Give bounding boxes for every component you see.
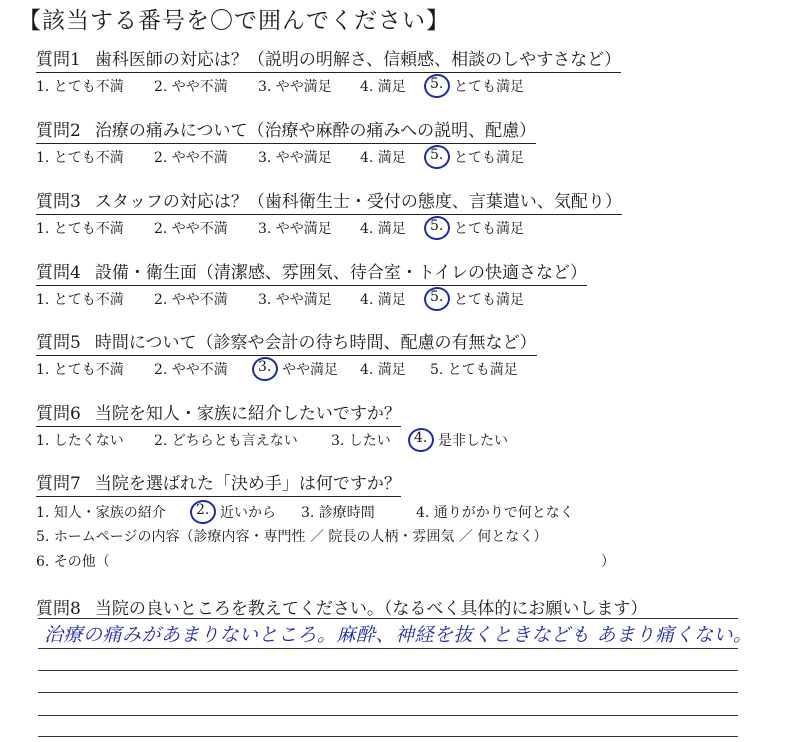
answer-rule-line <box>38 670 738 671</box>
question-text: 当院を知人・家族に紹介したいですか？ <box>94 404 401 424</box>
option-4[interactable]: 4. 通りがかりで何となく <box>416 505 574 521</box>
option-5[interactable] <box>430 218 443 234</box>
option-3[interactable] <box>258 359 271 375</box>
option-2[interactable]: 2. やや不満 <box>154 221 228 237</box>
question-text: 歯科医師の対応は？（説明の明解さ、信頼感、相談のしやすさなど） <box>94 50 622 70</box>
option-3[interactable]: 3. やや満足 <box>258 292 332 308</box>
question-7-heading <box>36 474 401 497</box>
question-text: スタッフの対応は？（歯科衛生士・受付の態度、言葉遣い、気配り） <box>94 192 622 212</box>
question-number: 質問1 <box>36 50 81 70</box>
option-2[interactable] <box>196 502 209 518</box>
question-1-heading <box>36 50 621 73</box>
option-4[interactable]: 4. 満足 <box>360 221 406 237</box>
answer-rule-line <box>38 618 738 619</box>
option-2-label: 近いから <box>220 505 276 521</box>
option-4[interactable] <box>414 430 427 446</box>
option-1[interactable]: 1. 知人・家族の紹介 <box>36 505 166 521</box>
option-4[interactable]: 4. 満足 <box>360 79 406 95</box>
q7-option-5[interactable]: 5. ホームページの内容（診療内容・専門性 ／ 院長の人柄・雰囲気 ／ 何となく） <box>36 529 548 545</box>
option-1[interactable]: 1. とても不満 <box>36 79 124 95</box>
option-2-number: 2. <box>196 502 210 518</box>
question-4-heading <box>36 263 587 286</box>
option-3-number: 3. <box>258 359 272 375</box>
selected-circle-mark <box>250 355 279 382</box>
option-6-label[interactable]: 6. その他（ <box>36 554 110 570</box>
question-text: 当院の良いところを教えてください。（なるべく具体的にお願いします） <box>94 599 648 619</box>
selected-circle-mark <box>422 72 451 99</box>
option-1[interactable]: 1. とても不満 <box>36 221 124 237</box>
options-row <box>36 430 508 450</box>
option-3[interactable]: 3. やや満足 <box>258 79 332 95</box>
option-2[interactable]: 2. やや不満 <box>154 150 228 166</box>
option-5[interactable] <box>430 76 443 92</box>
question-number: 質問6 <box>36 404 81 424</box>
option-4[interactable]: 4. 満足 <box>360 362 406 378</box>
question-6 <box>36 404 508 450</box>
handwritten-answer[interactable]: 治療の痛みがあまりないところ。麻酔、神経を抜くときなども あまり痛くない。 <box>44 624 753 646</box>
selected-circle-mark <box>422 285 451 312</box>
options-row <box>36 147 536 167</box>
question-text: 治療の痛みについて（治療や麻酔の痛みへの説明、配慮） <box>94 121 537 141</box>
option-3[interactable]: 3. やや満足 <box>258 150 332 166</box>
option-5[interactable]: 5. とても満足 <box>430 362 518 378</box>
question-text: 当院を選ばれた「決め手」は何ですか？ <box>94 474 401 494</box>
page-title: 【該当する番号を〇で囲んでください】 <box>18 8 450 34</box>
option-1[interactable]: 1. とても不満 <box>36 362 124 378</box>
option-3[interactable]: 3. したい <box>331 433 391 449</box>
question-4 <box>36 263 587 309</box>
question-number: 質問7 <box>36 474 81 494</box>
option-5-label: とても満足 <box>454 150 524 166</box>
option-2[interactable]: 2. やや不満 <box>154 292 228 308</box>
option-5-label: とても満足 <box>454 79 524 95</box>
option-2[interactable]: 2. やや不満 <box>154 79 228 95</box>
question-number: 質問2 <box>36 121 81 141</box>
selected-circle-mark <box>406 426 435 453</box>
option-4-number: 4. <box>414 430 428 446</box>
option-4[interactable]: 4. 満足 <box>360 292 406 308</box>
question-number: 質問5 <box>36 333 81 353</box>
question-6-heading <box>36 404 401 427</box>
option-2[interactable]: 2. やや不満 <box>154 362 228 378</box>
answer-rule-line <box>38 736 738 737</box>
question-text: 設備・衛生面（清潔感、雰囲気、待合室・トイレの快適さなど） <box>94 263 587 283</box>
question-7 <box>36 474 401 497</box>
option-5-number: 5. <box>430 76 444 92</box>
q7-option-6 <box>36 551 616 571</box>
option-5[interactable] <box>430 147 443 163</box>
selected-circle-mark <box>422 143 451 170</box>
question-1 <box>36 50 621 96</box>
question-text: 時間について（診察や会計の待ち時間、配慮の有無など） <box>94 333 537 353</box>
option-4-label: 是非したい <box>438 433 508 449</box>
question-2 <box>36 121 536 167</box>
selected-circle-mark <box>422 214 451 241</box>
option-5-number: 5. <box>430 289 444 305</box>
option-3[interactable]: 3. 診療時間 <box>301 505 375 521</box>
options-row <box>36 289 587 309</box>
question-3 <box>36 192 622 238</box>
question-5-heading <box>36 333 537 356</box>
answer-rule-line <box>38 692 738 693</box>
q7-options-row-1 <box>36 502 636 522</box>
question-2-heading <box>36 121 536 144</box>
option-1[interactable]: 1. とても不満 <box>36 150 124 166</box>
option-6-close-paren: ） <box>601 554 615 570</box>
option-5-number: 5. <box>430 218 444 234</box>
option-4[interactable]: 4. 満足 <box>360 150 406 166</box>
option-5-number: 5. <box>430 147 444 163</box>
question-3-heading <box>36 192 622 215</box>
option-2[interactable]: 2. どちらとも言えない <box>154 433 298 449</box>
selected-circle-mark <box>188 498 217 525</box>
option-1[interactable]: 1. とても不満 <box>36 292 124 308</box>
option-5-label: とても満足 <box>454 292 524 308</box>
option-3[interactable]: 3. やや満足 <box>258 221 332 237</box>
option-5-label: とても満足 <box>454 221 524 237</box>
answer-rule-line <box>38 648 738 649</box>
options-row <box>36 218 622 238</box>
option-1[interactable]: 1. したくない <box>36 433 124 449</box>
answer-rule-line <box>38 715 738 716</box>
question-8-heading <box>36 594 647 619</box>
question-number: 質問4 <box>36 263 81 283</box>
question-5 <box>36 333 537 379</box>
question-number: 質問8 <box>36 599 81 619</box>
options-row <box>36 359 537 379</box>
options-row <box>36 76 621 96</box>
option-5[interactable] <box>430 289 443 305</box>
option-3-label: やや満足 <box>282 362 338 378</box>
question-number: 質問3 <box>36 192 81 212</box>
